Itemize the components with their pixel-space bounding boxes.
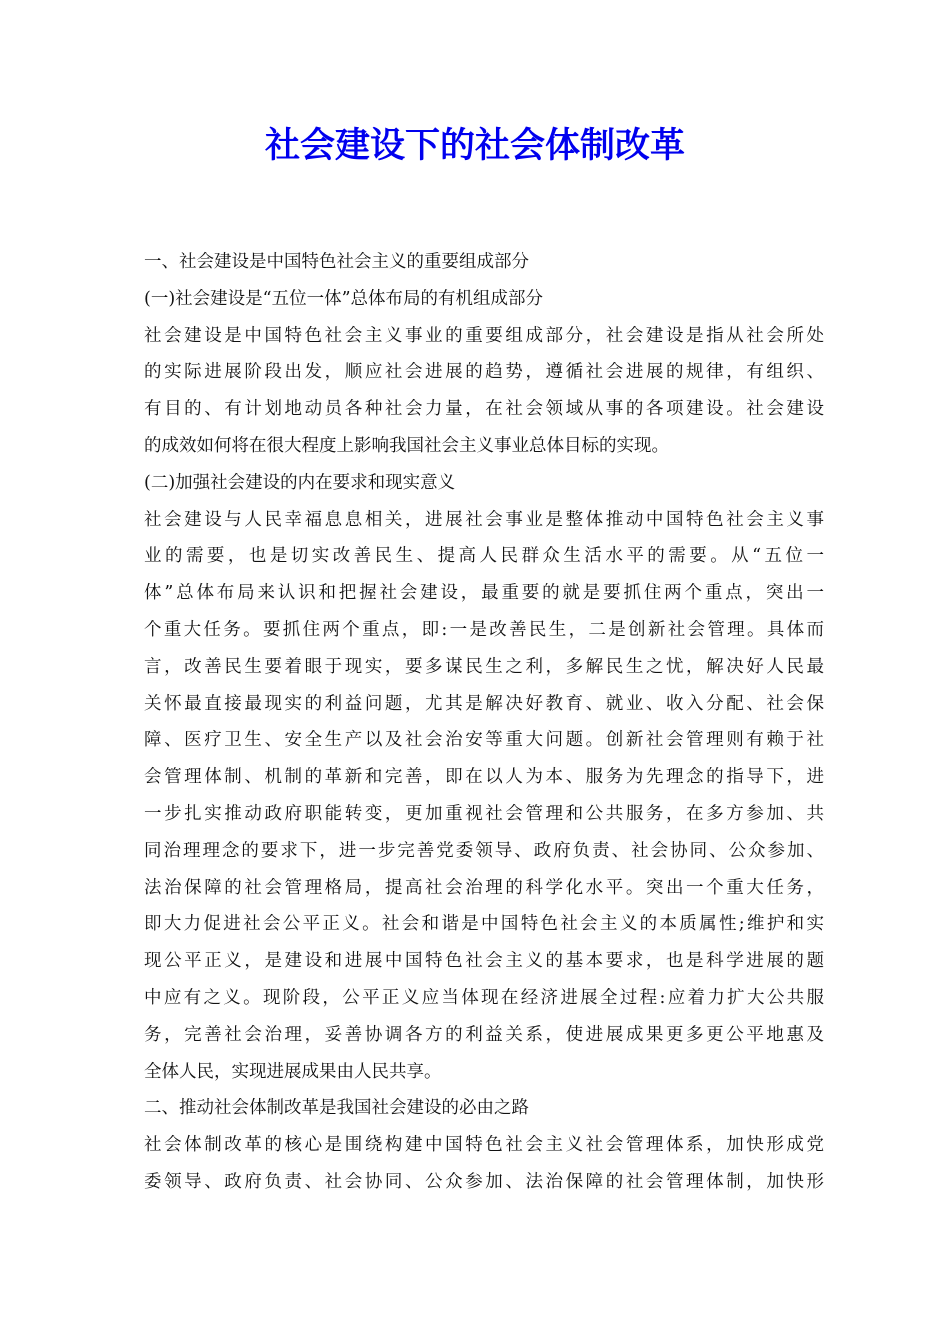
paragraph-line: 障、医疗卫生、安全生产以及社会治安等重大问题。创新社会管理则有赖于社 [144, 730, 824, 751]
document-body [144, 244, 824, 1201]
paragraph-line: 个重大任务。要抓住两个重点，即:一是改善民生，二是创新社会管理。具体而 [144, 619, 824, 640]
section-heading: (一)社会建设是“五位一体”总体布局的有机组成部分 [144, 288, 544, 309]
document-title: 社会建设下的社会体制改革 [264, 126, 685, 166]
paragraph-line: 全体人民，实现进展成果由人民共享。 [144, 1061, 442, 1082]
paragraph-line: 现公平正义，是建设和进展中国特色社会主义的基本要求，也是科学进展的题 [144, 951, 824, 972]
paragraph-line: 的实际进展阶段出发，顺应社会进展的趋势，遵循社会进展的规律，有组织、 [144, 362, 824, 383]
paragraph-line: 业的需要，也是切实改善民生、提高人民群众生活水平的需要。从“五位一 [144, 546, 824, 567]
paragraph-line: 体”总体布局来认识和把握社会建设，最重要的就是要抓住两个重点，突出一 [144, 583, 824, 604]
paragraph-line: 关怀最直接最现实的利益问题，尤其是解决好教育、就业、收入分配、社会保 [144, 693, 824, 714]
paragraph-line: 有目的、有计划地动员各种社会力量，在社会领域从事的各项建设。社会建设 [144, 399, 824, 420]
paragraph-line: 委领导、政府负责、社会协同、公众参加、法治保障的社会管理体制，加快形 [144, 1171, 824, 1192]
section-heading: 一、社会建设是中国特色社会主义的重要组成部分 [144, 252, 529, 272]
paragraph-line: 法治保障的社会管理格局，提高社会治理的科学化水平。突出一个重大任务， [144, 877, 824, 898]
paragraph-line: 一步扎实推动政府职能转变，更加重视社会管理和公共服务，在多方参加、共 [144, 803, 824, 824]
paragraph-line: 的成效如何将在很大程度上影响我国社会主义事业总体目标的实现。 [144, 435, 669, 456]
paragraph-line: 社会建设是中国特色社会主义事业的重要组成部分，社会建设是指从社会所处 [144, 325, 824, 346]
paragraph-line: 务，完善社会治理，妥善协调各方的利益关系，使进展成果更多更公平地惠及 [144, 1024, 824, 1045]
paragraph-line: 中应有之义。现阶段，公平正义应当体现在经济进展全过程:应着力扩大公共服 [144, 987, 824, 1008]
paragraph-line: 同治理理念的要求下，进一步完善党委领导、政府负责、社会协同、公众参加、 [144, 840, 824, 861]
section-heading: 二、推动社会体制改革是我国社会建设的必由之路 [144, 1098, 529, 1119]
paragraph-line: 即大力促进社会公平正义。社会和谐是中国特色社会主义的本质属性;维护和实 [144, 914, 824, 935]
paragraph-line: 社会建设与人民幸福息息相关，进展社会事业是整体推动中国特色社会主义事 [144, 509, 824, 530]
paragraph-line: 会管理体制、机制的革新和完善，即在以人为本、服务为先理念的指导下，进 [144, 767, 824, 788]
paragraph-line: 社会体制改革的核心是围绕构建中国特色社会主义社会管理体系，加快形成党 [144, 1135, 824, 1156]
paragraph-line: 言，改善民生要着眼于现实，要多谋民生之利，多解民生之忧，解决好人民最 [144, 656, 824, 677]
section-heading: (二)加强社会建设的内在要求和现实意义 [144, 472, 456, 493]
